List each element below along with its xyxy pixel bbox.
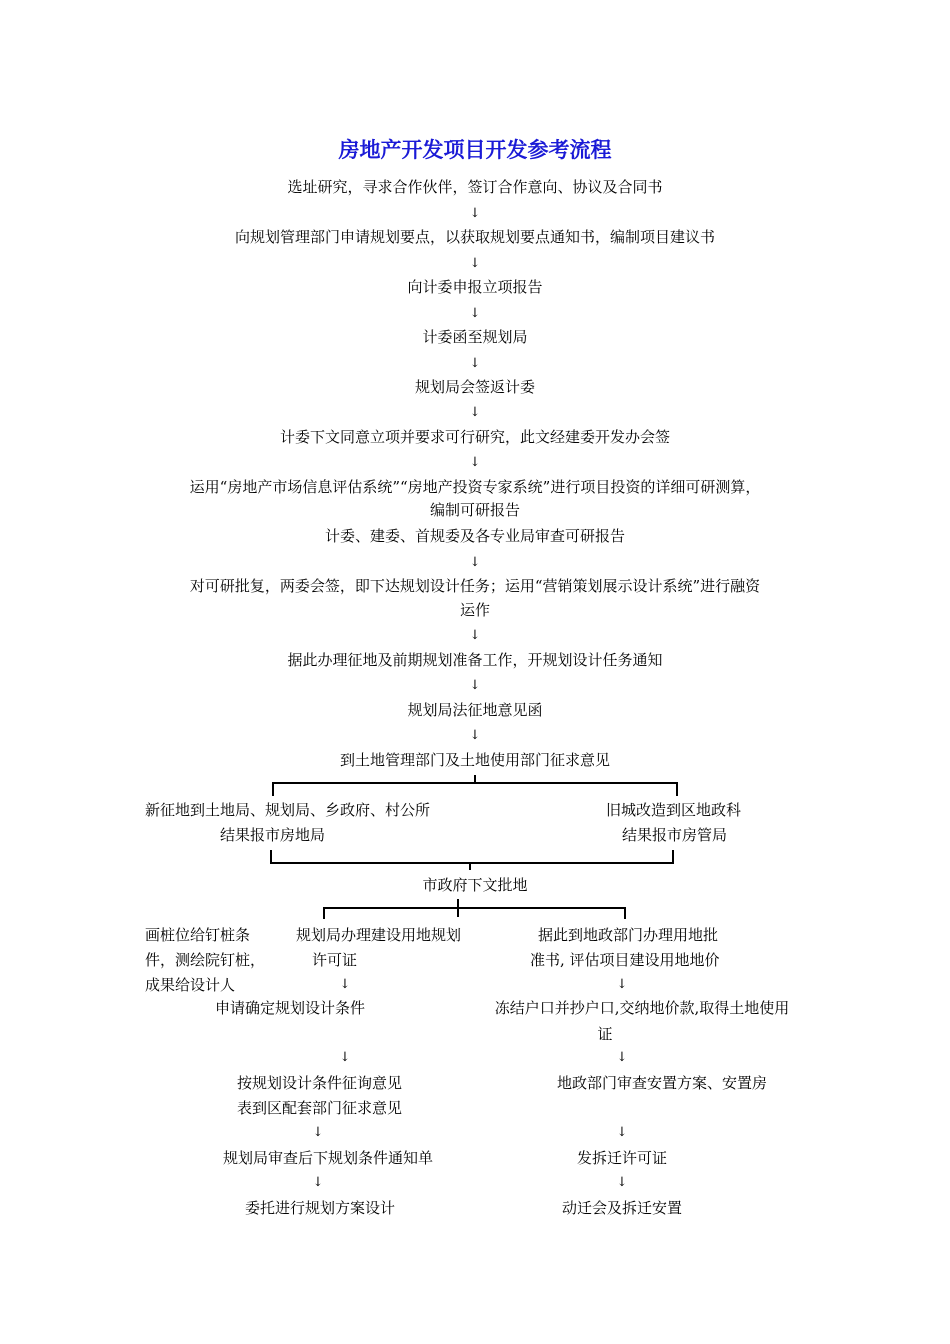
stake-note-line2: 件，测绘院钉桩， [145, 951, 266, 969]
right-step-3: 发拆迁许可证 [576, 1149, 668, 1167]
stake-note-line1: 画桩位给钉桩条 [145, 926, 251, 944]
step-4: 计委函至规划局 [422, 328, 528, 346]
split-connector [624, 907, 626, 919]
arrow-icon: ↓ [616, 1125, 628, 1140]
land-approval: 据此到地政部门办理用地批 [538, 926, 719, 944]
arrow-icon: ↓ [469, 306, 481, 321]
arrow-icon: ↓ [469, 206, 481, 221]
right-step-2: 地政部门审查安置方案、安置房 [556, 1074, 768, 1092]
step-6: 计委下文同意立项并要求可行研究，此文经建委开发办会签 [279, 428, 671, 446]
arrow-icon: ↓ [616, 1050, 628, 1065]
merge-connector [270, 850, 272, 864]
step-11: 规划局法征地意见函 [407, 701, 543, 719]
city-approval: 市政府下文批地 [422, 876, 528, 894]
left-step-2: 按规划设计条件征询意见 [237, 1074, 403, 1092]
step-9-cont: 运作 [459, 601, 491, 619]
split-connector [676, 782, 678, 796]
step-9: 对可研批复，两委会签，即下达规划设计任务；运用“营销策划展示设计系统”进行融资 [189, 577, 761, 595]
planning-permit-cont: 许可证 [312, 951, 358, 969]
arrow-icon: ↓ [339, 977, 351, 992]
arrow-icon: ↓ [616, 1175, 628, 1190]
split-connector [272, 782, 274, 796]
split-connector [323, 907, 626, 909]
merge-connector [469, 862, 471, 870]
arrow-icon: ↓ [469, 728, 481, 743]
branch-old-city: 旧城改造到区地政科 [606, 801, 742, 819]
step-7-cont: 编制可研报告 [429, 501, 521, 519]
arrow-icon: ↓ [469, 356, 481, 371]
branch-old-city-result: 结果报市房管局 [622, 826, 728, 844]
step-8: 计委、建委、首规委及各专业局审查可研报告 [324, 527, 626, 545]
arrow-icon: ↓ [469, 555, 481, 570]
left-step-1: 申请确定规划设计条件 [214, 999, 366, 1017]
arrow-icon: ↓ [469, 628, 481, 643]
arrow-icon: ↓ [312, 1175, 324, 1190]
split-connector [457, 899, 459, 917]
left-step-2-cont: 表到区配套部门征求意见 [237, 1099, 403, 1117]
merge-connector [672, 850, 674, 864]
step-1: 选址研究，寻求合作伙伴，签订合作意向、协议及合同书 [287, 178, 663, 196]
merge-connector [270, 862, 674, 864]
arrow-icon: ↓ [616, 977, 628, 992]
step-3: 向计委申报立项报告 [407, 278, 543, 296]
left-step-3: 规划局审查后下规划条件通知单 [222, 1149, 434, 1167]
branch-new-land: 新征地到土地局、规划局、乡政府、村公所 [145, 801, 431, 819]
step-7: 运用“房地产市场信息评估系统”“房地产投资专家系统”进行项目投资的详细可研测算， [189, 478, 761, 496]
right-step-1-cont: 证 [597, 1025, 613, 1043]
arrow-icon: ↓ [469, 256, 481, 271]
arrow-icon: ↓ [469, 455, 481, 470]
branch-new-land-result: 结果报市房地局 [220, 826, 326, 844]
arrow-icon: ↓ [469, 678, 481, 693]
left-step-4: 委托进行规划方案设计 [244, 1199, 396, 1217]
step-12: 到土地管理部门及土地使用部门征求意见 [339, 751, 611, 769]
step-5: 规划局会签返计委 [414, 378, 536, 396]
step-10: 据此办理征地及前期规划准备工作，开规划设计任务通知 [287, 651, 663, 669]
planning-permit: 规划局办理建设用地规划 [296, 926, 462, 944]
split-connector [474, 775, 476, 784]
arrow-icon: ↓ [339, 1050, 351, 1065]
page-title: 房地产开发项目开发参考流程 [338, 137, 612, 162]
stake-note-line3: 成果给设计人 [145, 976, 236, 994]
step-2: 向规划管理部门申请规划要点，以获取规划要点通知书，编制项目建议书 [234, 228, 716, 246]
arrow-icon: ↓ [312, 1125, 324, 1140]
right-step-4: 动迁会及拆迁安置 [561, 1199, 683, 1217]
land-approval-cont: 准书, 评估项目建设用地地价 [530, 951, 720, 969]
arrow-icon: ↓ [469, 405, 481, 420]
split-connector [323, 907, 325, 919]
right-step-1: 冻结户口并抄户口,交纳地价款,取得土地使用 [494, 999, 790, 1017]
